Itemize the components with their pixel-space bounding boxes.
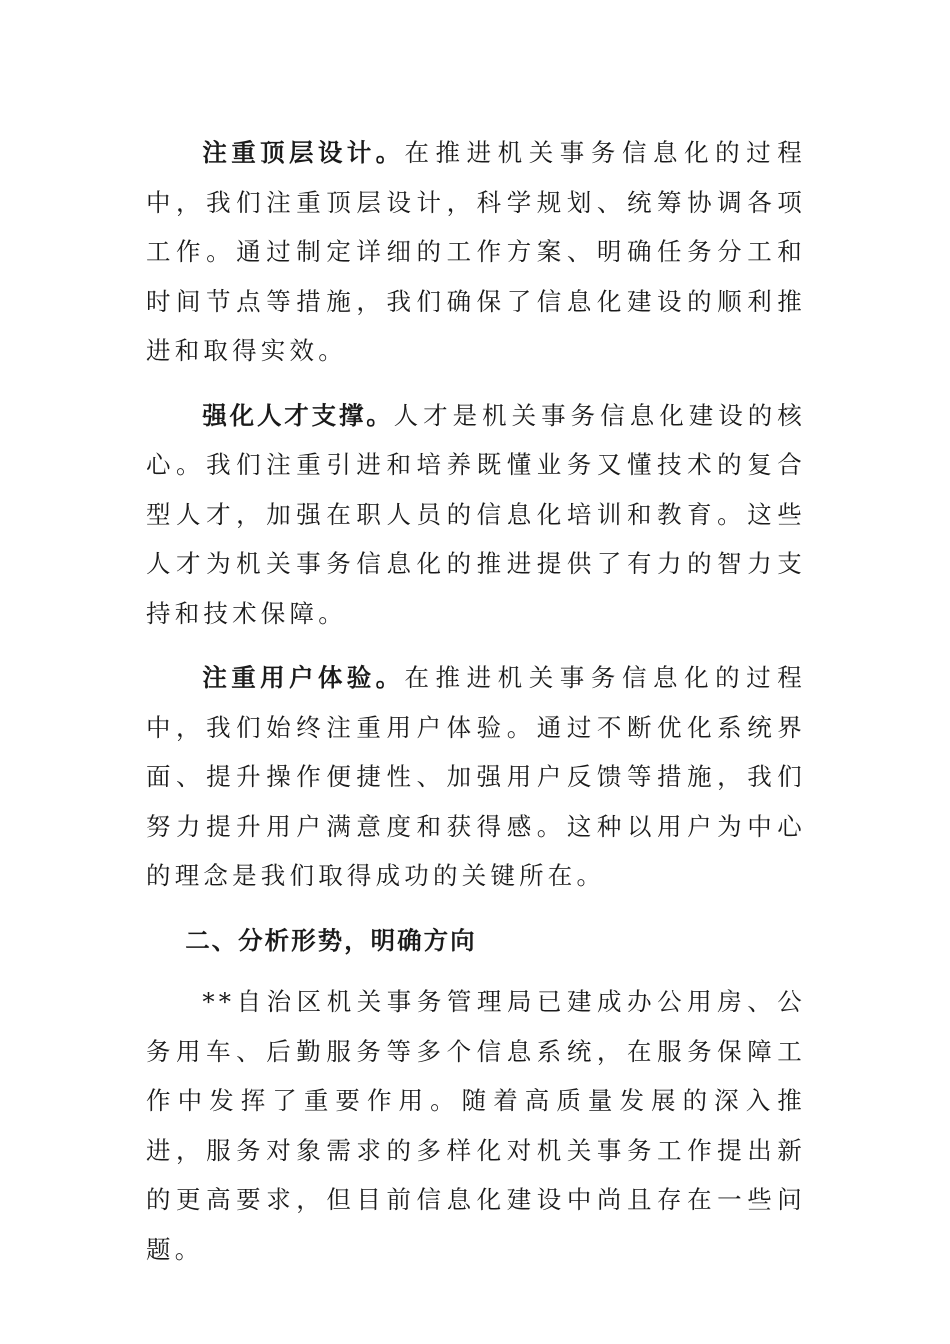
paragraph-user-experience	[146, 653, 806, 901]
paragraph-body: 在推进机关事务信息化的过程中，我们始终注重用户体验。通过不断优化系统界面、提升操作便捷性、加强用户反馈等措施，我们努力提升用户满意度和获得感。这种以用户为中心的理念是我们取得成功的关键所在。	[146, 663, 807, 890]
section-heading: 二、分析形势，明确方向	[185, 925, 477, 955]
paragraph-body: 人才是机关事务信息化建设的核心。我们注重引进和培养既懂业务又懂技术的复合型人才，加强在职人员的信息化培训和教育。这些人才为机关事务信息化的推进提供了有力的智力支持和技术保障。	[146, 400, 807, 628]
paragraph-top-level-design	[146, 128, 806, 376]
paragraph-body: 在推进机关事务信息化的过程中，我们注重顶层设计，科学规划、统筹协调各项工作。通过制定详细的工作方案、明确任务分工和时间节点等措施，我们确保了信息化建设的顺利推进和取得实效。	[146, 138, 807, 365]
section-paragraph: **自治区机关事务管理局已建成办公用房、公务用车、后勤服务等多个信息系统，在服务保障工作中发挥了重要作用。随着高质量发展的深入推进，服务对象需求的多样化对机关事务工作提出新的更高要求，但目前信息化建设中尚且存在一些问题。	[146, 987, 806, 1264]
paragraph-lead: 注重顶层设计。	[202, 138, 405, 167]
paragraph-talent-support	[146, 391, 806, 639]
document-page	[146, 128, 806, 1289]
paragraph-lead: 强化人才支撑。	[202, 400, 394, 430]
paragraph-lead: 注重用户体验。	[202, 663, 405, 692]
